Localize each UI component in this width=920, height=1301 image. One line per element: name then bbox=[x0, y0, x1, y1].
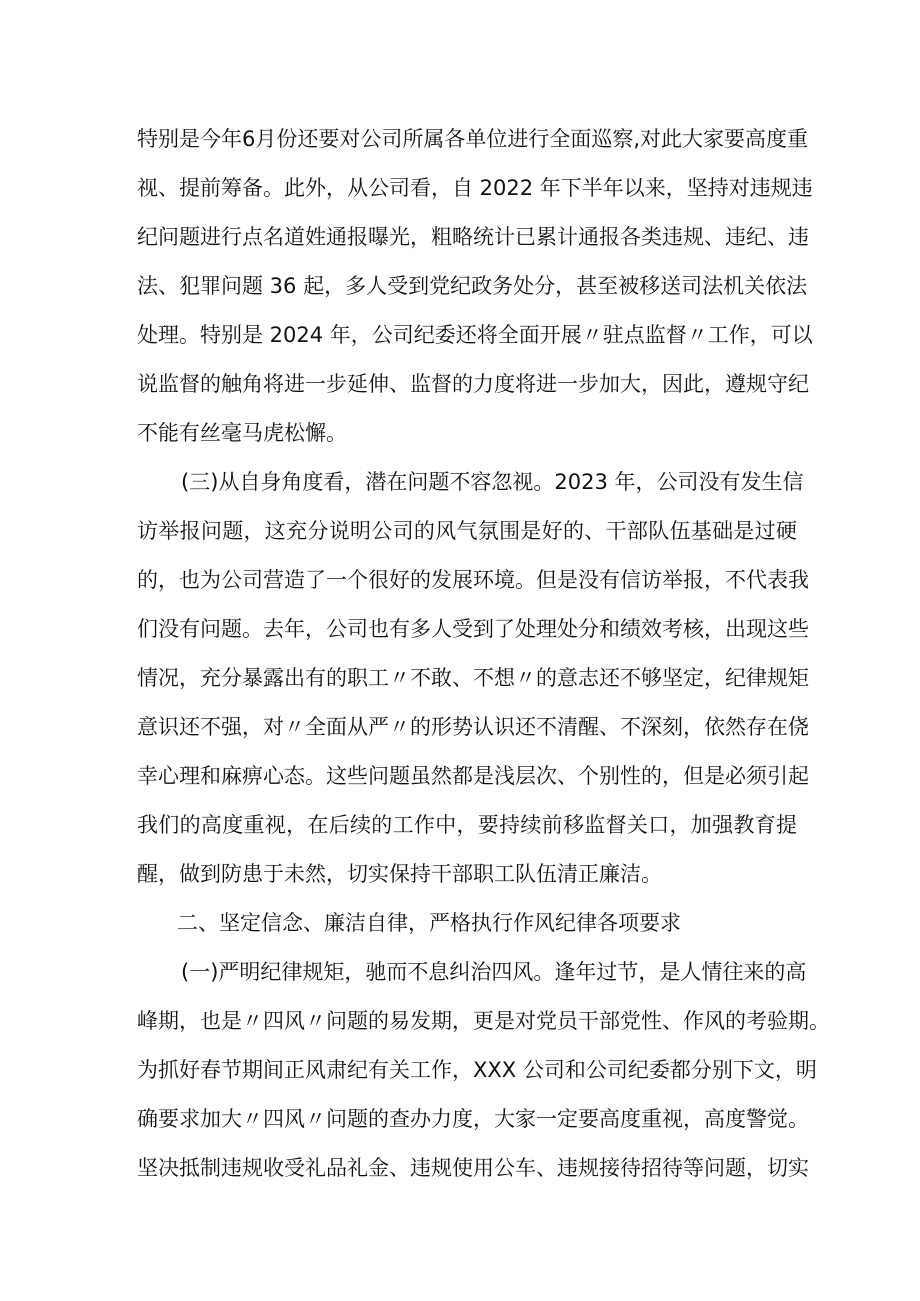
document-body bbox=[137, 118, 830, 1196]
paragraph-2-line: 幸心理和麻痹心态。这些问题虽然都是浅层次、个别性的，但是必须引起 bbox=[137, 764, 809, 788]
paragraph-2-line: 醒，做到防患于未然，切实保持干部职工队伍清正廉洁。 bbox=[137, 862, 662, 886]
paragraph-2-line: (三)从自身角度看，潜在问题不容忽视。2023 年，公司没有发生信 bbox=[181, 470, 804, 494]
paragraph-3-line: 峰期，也是〃四风〃问题的易发期，更是对党员干部党性、作风的考验期。 bbox=[137, 1009, 830, 1033]
paragraph-2-line: 情况，充分暴露出有的职工〃不敢、不想〃的意志还不够坚定，纪律规矩 bbox=[137, 666, 809, 690]
paragraph-2-line: 们没有问题。去年，公司也有多人受到了处理处分和绩效考核，出现这些 bbox=[137, 617, 809, 641]
paragraph-2-line: 意识还不强，对〃全面从严〃的形势认识还不清醒、不深刻，依然存在侥 bbox=[137, 715, 809, 739]
paragraph-1-line: 处理。特别是 2024 年，公司纪委还将全面开展〃驻点监督〃工作，可以 bbox=[137, 323, 813, 347]
paragraph-2-line: 的，也为公司营造了一个很好的发展环境。但是没有信访举报，不代表我 bbox=[137, 568, 809, 592]
section-heading: 二、坚定信念、廉洁自律，严格执行作风纪律各项要求 bbox=[177, 911, 681, 935]
paragraph-1-line: 法、犯罪问题 36 起，多人受到党纪政务处分，甚至被移送司法机关依法 bbox=[137, 274, 808, 298]
paragraph-1-line: 不能有丝毫马虎松懈。 bbox=[137, 421, 347, 445]
paragraph-1-line: 纪问题进行点名道姓通报曝光，粗略统计已累计通报各类违规、违纪、违 bbox=[137, 225, 809, 249]
paragraph-2-line: 我们的高度重视，在后续的工作中，要持续前移监督关口，加强教育提 bbox=[137, 813, 797, 837]
paragraph-3-line: (一)严明纪律规矩，驰而不息纠治四风。逢年过节，是人情往来的高 bbox=[181, 960, 807, 984]
paragraph-3-line: 坚决抵制违规收受礼品礼金、违规使用公车、违规接待招待等问题，切实 bbox=[137, 1156, 809, 1180]
paragraph-2-line: 访举报问题，这充分说明公司的风气氛围是好的、干部队伍基础是过硬 bbox=[137, 519, 797, 543]
paragraph-3-line: 确要求加大〃四风〃问题的查办力度，大家一定要高度重视，高度警觉。 bbox=[137, 1107, 809, 1131]
paragraph-1-line: 视、提前筹备。此外，从公司看，自 2022 年下半年以来，坚持对违规违 bbox=[137, 176, 813, 200]
paragraph-1-line: 特别是今年6月份还要对公司所属各单位进行全面巡察,对此大家要高度重 bbox=[137, 127, 809, 151]
paragraph-3-line: 为抓好春节期间正风肃纪有关工作，XXX 公司和公司纪委都分别下文，明 bbox=[137, 1058, 817, 1082]
paragraph-1-line: 说监督的触角将进一步延伸、监督的力度将进一步加大，因此，遵规守纪 bbox=[137, 372, 809, 396]
